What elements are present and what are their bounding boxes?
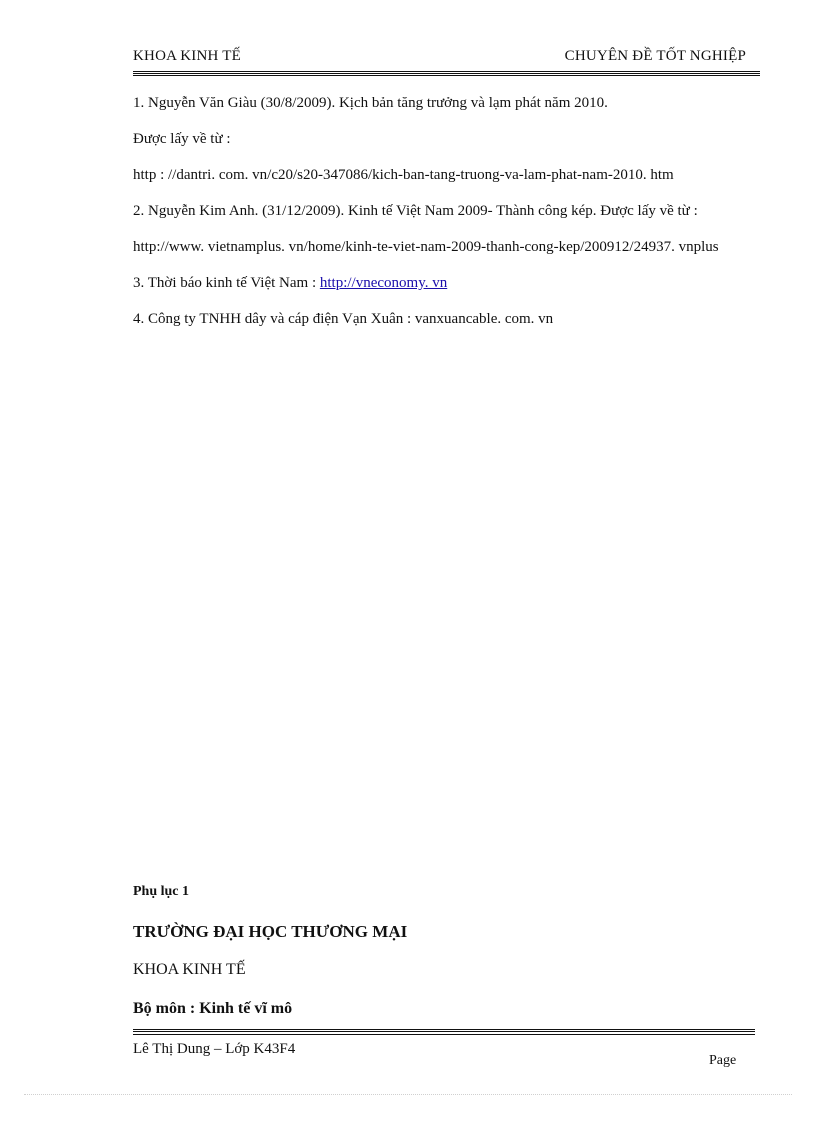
header-report-title: CHUYÊN ĐỀ TỐT NGHIỆP xyxy=(564,48,746,64)
reference-2: 2. Nguyễn Kim Anh. (31/12/2009). Kinh tế Việt Nam 2009- Thành công kép. Được lấy về từ : xyxy=(133,203,698,219)
reference-2-url: http://www. vietnamplus. vn/home/kinh-te-viet-nam-2009-thanh-cong-kep/200912/24937. vnplus xyxy=(133,239,719,255)
reference-list xyxy=(133,92,758,344)
reference-3 xyxy=(133,272,758,294)
university-name: TRƯỜNG ĐẠI HỌC THƯƠNG MẠI xyxy=(133,922,408,941)
reference-1-url: http : //dantri. com. vn/c20/s20-347086/kich-ban-tang-truong-va-lam-phat-nam-2010. htm xyxy=(133,167,674,183)
footer-author: Lê Thị Dung – Lớp K43F4 xyxy=(133,1041,296,1057)
reference-3-link[interactable]: http://vneconomy. vn xyxy=(319,275,448,291)
reference-4: 4. Công ty TNHH dây và cáp điện Vạn Xuân : vanxuancable. com. vn xyxy=(133,311,554,327)
reference-3-text: 3. Thời báo kinh tế Việt Nam : xyxy=(133,275,320,291)
page-bottom-edge xyxy=(24,1094,792,1095)
appendix-label: Phụ lục 1 xyxy=(133,884,190,899)
reference-1: 1. Nguyễn Văn Giàu (30/8/2009). Kịch bản tăng trưởng và lạm phát năm 2010. xyxy=(133,95,608,111)
header-rule xyxy=(133,71,760,76)
page-header xyxy=(133,48,760,68)
footer-page-label: Page xyxy=(709,1053,737,1068)
faculty-name: KHOA KINH TẾ xyxy=(133,961,246,978)
footer-rule xyxy=(133,1029,755,1035)
department-name: Bộ môn : Kinh tế vĩ mô xyxy=(133,1000,293,1017)
header-faculty: KHOA KINH TẾ xyxy=(133,48,241,64)
reference-1-source-label: Được lấy về từ : xyxy=(133,131,231,147)
